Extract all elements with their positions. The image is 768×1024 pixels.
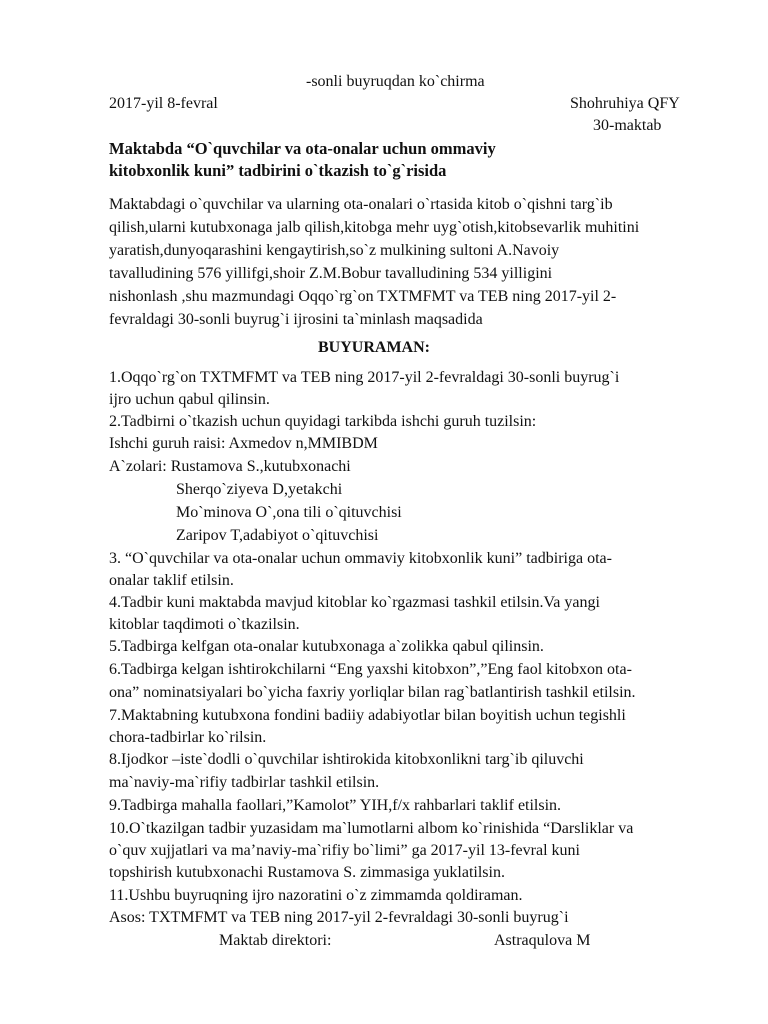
order-item-line: ona” nominatsiyalari bo`yicha faxriy yorliqlar bilan rag`batlantirish tashkil etilsin. bbox=[109, 684, 636, 701]
preamble-line: yaratish,dunyoqarashini kengaytirish,so`z mulkining sultoni A.Navoiy bbox=[109, 242, 560, 259]
preamble-line: qilish,ularni kutubxonaga jalb qilish,kitobga mehr uyg`otish,kitobsevarlik muhitini bbox=[109, 219, 640, 236]
working-group-member: Sherqo`ziyeva D,yetakchi bbox=[176, 481, 343, 498]
order-item-line: 10.O`tkazilgan tadbir yuzasidam ma`lumotlarni albom ko`rinishida “Darsliklar va bbox=[109, 820, 634, 837]
preamble-line: tavalludining 576 yillifgi,shoir Z.M.Bobur tavalludining 534 yilligini bbox=[109, 265, 553, 282]
order-item-line: ma`naviy-ma`rifiy tadbirlar tashkil etilsin. bbox=[109, 774, 380, 791]
order-item-line: ijro uchun qabul qilinsin. bbox=[109, 391, 270, 408]
order-item-line: 4.Tadbir kuni maktabda mavjud kitoblar ko`rgazmasi tashkil etilsin.Va yangi bbox=[109, 594, 600, 611]
order-item-line: o`quv xujjatlari va ma’naviy-ma`rifiy bo`limi” ga 2017-yil 13-fevral kuni bbox=[109, 842, 580, 859]
working-group-member: Zaripov T,adabiyot o`qituvchisi bbox=[176, 527, 379, 544]
signature-name: Astraqulova M bbox=[494, 932, 591, 949]
order-item-line: chora-tadbirlar ko`rilsin. bbox=[109, 729, 267, 746]
organization-name: Shohruhiya QFY bbox=[570, 95, 680, 112]
order-item-line: 1.Oqqo`rg`on TXTMFMT va TEB ning 2017-yil 2-fevraldagi 30-sonli buyrug`i bbox=[109, 369, 620, 386]
working-group-member: A`zolari: Rustamova S.,kutubxonachi bbox=[109, 458, 351, 475]
order-item-line: 5.Tadbirga kelfgan ota-onalar kutubxonaga a`zolikka qabul qilinsin. bbox=[109, 638, 544, 655]
signature-role: Maktab direktori: bbox=[219, 932, 332, 949]
order-item-line: onalar taklif etilsin. bbox=[109, 572, 234, 589]
working-group-chair: Ishchi guruh raisi: Axmedov n,MMIBDM bbox=[109, 435, 378, 452]
order-item-line: 2.Tadbirni o`tkazish uchun quyidagi tarkibda ishchi guruh tuzilsin: bbox=[109, 413, 537, 430]
basis-line: Asos: TXTMFMT va TEB ning 2017-yil 2-fevraldagi 30-sonli buyrug`i bbox=[109, 909, 569, 926]
order-item-line: 3. “O`quvchilar va ota-onalar uchun ommaviy kitobxonlik kuni” tadbiriga ota- bbox=[109, 550, 612, 567]
order-item-line: 8.Ijodkor –iste`dodli o`quvchilar ishtirokida kitobxonlikni targ`ib qiluvchi bbox=[109, 751, 584, 768]
preamble-line: nishonlash ,shu mazmundagi Oqqo`rg`on TXTMFMT va TEB ning 2017-yil 2- bbox=[109, 288, 617, 305]
working-group-member: Mo`minova O`,ona tili o`qituvchisi bbox=[176, 504, 402, 521]
order-item-line: kitoblar taqdimoti o`tkazilsin. bbox=[109, 616, 300, 633]
order-item-line: 11.Ushbu buyruqning ijro nazoratini o`z zimmamda qoldiraman. bbox=[109, 887, 523, 904]
order-item-line: 6.Tadbirga kelgan ishtirokchilarni “Eng yaxshi kitobxon”,”Eng faol kitobxon ota- bbox=[109, 661, 632, 678]
order-date: 2017-yil 8-fevral bbox=[109, 95, 218, 112]
preamble-line: fevraldagi 30-sonli buyrug`i ijrosini ta`minlash maqsadida bbox=[109, 311, 483, 328]
order-item-line: topshirish kutubxonachi Rustamova S. zimmasiga yuklatilsin. bbox=[109, 864, 505, 881]
school-number: 30-maktab bbox=[593, 117, 662, 134]
document-title: -sonli buyruqdan ko`chirma bbox=[306, 73, 485, 90]
subject-line-2: kitobxonlik kuni” tadbirini o`tkazish to`g`risida bbox=[109, 161, 447, 180]
subject-line-1: Maktabda “O`quvchilar va ota-onalar uchun ommaviy bbox=[109, 139, 496, 158]
order-item-line: 7.Maktabning kutubxona fondini badiiy adabiyotlar bilan boyitish uchun tegishli bbox=[109, 707, 626, 724]
order-heading: BUYURAMAN: bbox=[318, 339, 430, 356]
preamble-line: Maktabdagi o`quvchilar va ularning ota-onalari o`rtasida kitob o`qishni targ`ib bbox=[109, 196, 613, 213]
order-item-line: 9.Tadbirga mahalla faollari,”Kamolot” YIH,f/x rahbarlari taklif etilsin. bbox=[109, 797, 562, 814]
